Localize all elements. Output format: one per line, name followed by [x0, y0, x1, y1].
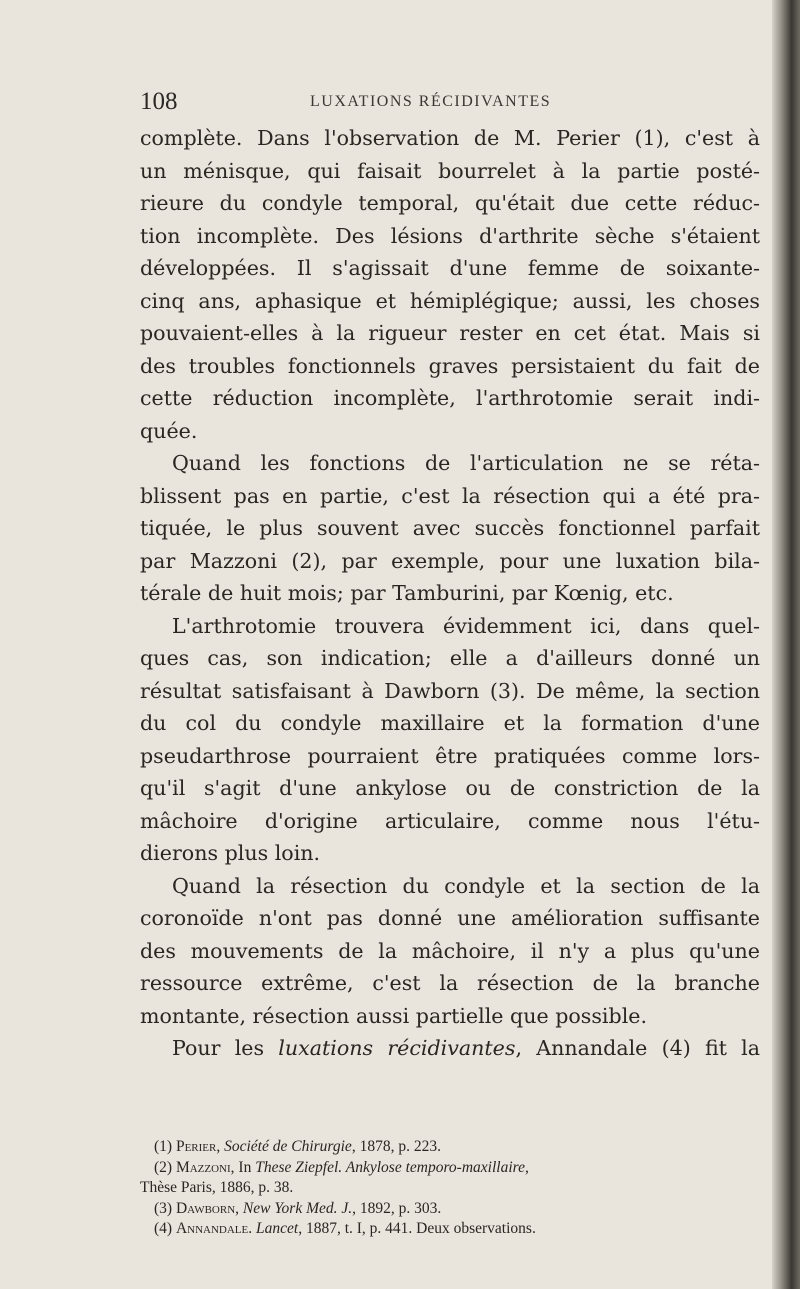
footnote-title: Société de Chirurgie — [224, 1138, 352, 1155]
footnote-1 — [140, 1137, 760, 1158]
text-line: tiquée, le plus souvent avec succès fonctionnel parfait — [140, 516, 760, 540]
footnote-title: New York Med. J. — [242, 1199, 353, 1217]
text-line: tion incomplète. Des lésions d'arthrite sèche s'étaient — [140, 223, 760, 248]
text-line: complète. Dans l'observation de M. Perier (1), c'est à — [140, 126, 760, 150]
text-line: qu'il s'agit d'une ankylose ou de constriction de la — [140, 776, 760, 800]
text-line: rieure du condyle temporal, qu'était due cette réduc- — [140, 191, 760, 215]
text-line: développées. Il s'agissait d'une femme de soixante- — [140, 256, 760, 280]
footnote-rest: , 1878, p. 223. — [351, 1138, 441, 1155]
text-line: cinq ans, aphasique et hémiplégique; aussi, les choses — [140, 288, 760, 313]
footnote-4 — [140, 1219, 760, 1240]
paragraph-start — [140, 1032, 760, 1065]
text-line: un ménisque, qui faisait bourrelet à la partie posté- — [140, 158, 760, 183]
footnote-author: Perier — [175, 1138, 217, 1155]
footnote-number: (4) — [154, 1220, 176, 1237]
footnote-2-continued — [140, 1178, 760, 1199]
text-line: térale de huit mois; par Tamburini, par Kœnig, etc. — [140, 581, 674, 605]
text-line: cette réduction incomplète, l'arthrotomie serait indi- — [140, 386, 760, 410]
text-line: dierons plus loin. — [140, 841, 321, 865]
footnote-number: (1) — [154, 1138, 176, 1155]
paragraph-start: Quand la résection du condyle et la section de la — [172, 873, 760, 898]
text-line: des mouvements de la mâchoire, il n'y a plus qu'une — [140, 938, 760, 963]
text-line: des troubles fonctionnels graves persistaient du fait de — [140, 353, 760, 378]
paragraph-start: L'arthrotomie trouvera évidemment ici, dans quel- — [172, 613, 760, 638]
footnotes — [140, 1137, 760, 1240]
footnote-3 — [140, 1199, 760, 1220]
running-head: LUXATIONS RÉCIDIVANTES — [310, 93, 552, 110]
footnote-separator: , — [216, 1138, 225, 1155]
text-line: ques cas, son indication; elle a d'ailleurs donné un — [140, 646, 760, 670]
text-line: montante, résection aussi partielle que possible. — [140, 1003, 648, 1028]
text-line: mâchoire d'origine articulaire, comme nous l'étu- — [140, 808, 760, 833]
text-line: pseudarthrose pourraient être pratiquées comme lors- — [140, 743, 760, 768]
text-line: résultat satisfaisant à Dawborn (3). De même, la section — [140, 678, 760, 703]
page-number: 108 — [140, 88, 178, 115]
footnote-author: Dawborn — [175, 1199, 236, 1217]
footnote-number: (3) — [154, 1199, 176, 1217]
text-line: ressource extrême, c'est la résection de la branche — [140, 971, 760, 995]
footnote-title: Lancet — [256, 1220, 299, 1237]
footnote-rest: , 1892, p. 303. — [352, 1199, 442, 1217]
text-line: quée. — [140, 418, 198, 443]
footnote-separator: . — [248, 1220, 256, 1237]
text-line: du col du condyle maxillaire et la formation d'une — [140, 711, 760, 735]
footnote-title: These Ziepfel. Ankylose temporo-maxillaire — [255, 1158, 525, 1176]
text-line: blissent pas en partie, c'est la résection qui a été pra- — [140, 483, 760, 508]
footnote-2 — [140, 1158, 760, 1179]
text-segment: , Annandale (4) fit la — [515, 1036, 761, 1060]
footnote-continuation: Thèse Paris, 1886, p. 38. — [140, 1179, 294, 1196]
text-line: pouvaient-elles à la rigueur rester en cet état. Mais si — [140, 321, 760, 345]
text-line: coronoïde n'ont pas donné une amélioration suffisante — [140, 906, 760, 930]
italic-term: luxations récidivantes — [278, 1036, 516, 1060]
text-segment: Pour les — [172, 1036, 279, 1060]
footnote-rest: , 1887, t. I, p. 441. Deux observations. — [298, 1220, 536, 1237]
footnote-separator: , In — [230, 1158, 256, 1176]
text-line: par Mazzoni (2), par exemple, pour une luxation bila- — [140, 548, 760, 573]
body-text — [140, 122, 760, 1065]
footnote-author: Mazzoni — [175, 1158, 231, 1176]
page-header — [140, 88, 760, 118]
footnote-separator: , — [235, 1199, 243, 1217]
footnote-rest: , — [524, 1158, 529, 1176]
footnote-number: (2) — [154, 1158, 176, 1176]
paragraph-start: Quand les fonctions de l'articulation ne se réta- — [172, 451, 760, 475]
book-binding-edge — [772, 0, 800, 1289]
footnote-author: Annandale — [175, 1220, 249, 1237]
